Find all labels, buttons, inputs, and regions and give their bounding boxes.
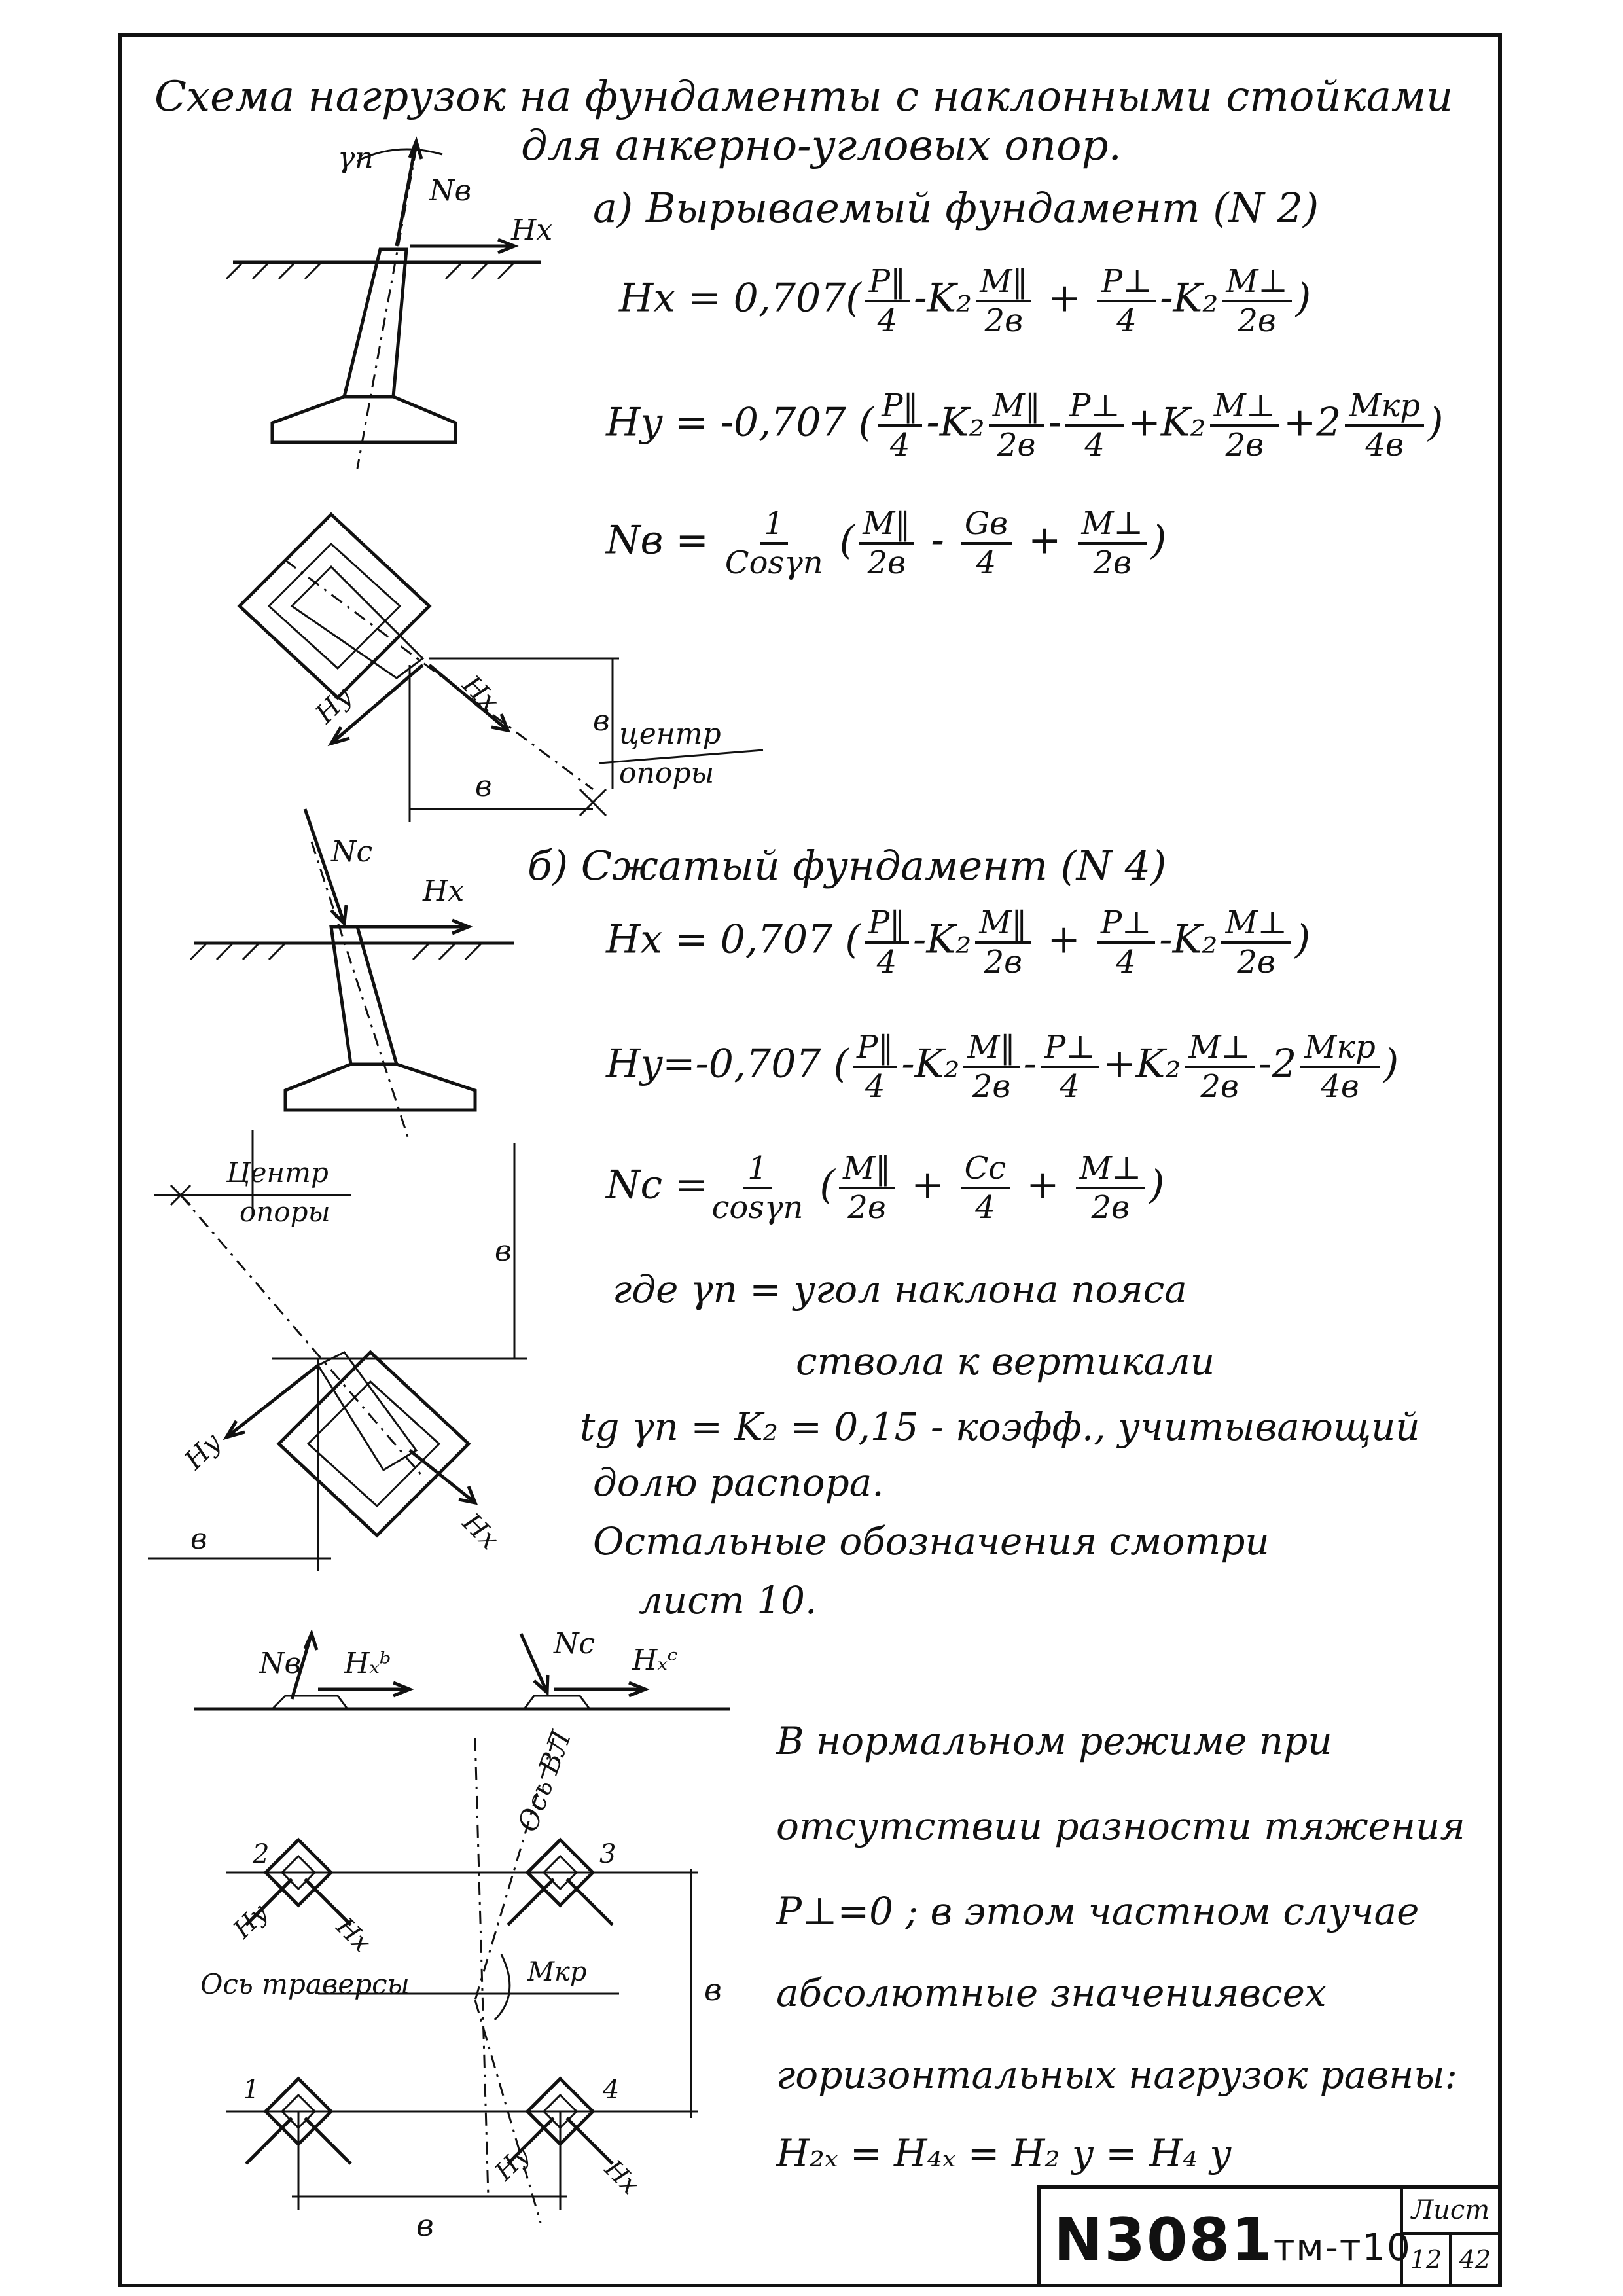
column-b xyxy=(331,927,397,1064)
note-other-1: Остальные обозначения смотри xyxy=(593,1519,1270,1564)
sheet-total: 42 xyxy=(1459,2245,1491,2274)
nb-arrow xyxy=(397,141,416,246)
hx-label-leg-2: Hx xyxy=(330,1912,377,1958)
note-where-1: где γп = угол наклона пояса xyxy=(613,1267,1187,1312)
hx-label-a-plan: Hx xyxy=(456,670,505,718)
section-a-hy-formula: Hy = -0,707 ( $\frac{P‖}{4}$ -K₂ $\frac{M‖}{2в}$ - $\frac{P\perp}{4}$ +K₂ $\frac{M\perp}{2в}$ +2 $\frac{\text{Mкр}}{4в}$ ) xyxy=(606,387,1444,463)
foundation-a-plan xyxy=(240,514,763,822)
bottom-side-view xyxy=(194,1627,730,1709)
diagrams xyxy=(122,37,1499,2285)
hx-label-b-plan: Hx xyxy=(456,1507,505,1556)
normal-mode-line-5: горизонтальных нагрузок равны: xyxy=(776,2053,1458,2097)
center-label-a-1: центр xyxy=(619,717,721,751)
center-label-b-2: опоры xyxy=(240,1196,330,1228)
axis-b xyxy=(312,842,410,1143)
hy-label-b: Hy xyxy=(179,1427,227,1476)
nc-label-c: Nc xyxy=(554,1627,596,1660)
leg-1-number: 1 xyxy=(243,2075,260,2105)
note-tg-2: долю распора. xyxy=(593,1460,884,1505)
hy-label-a: Hy xyxy=(310,681,358,730)
bottom-plan xyxy=(200,1726,722,2243)
sheet-label: Лист xyxy=(1403,2189,1498,2235)
hy-label-leg-2: Hy xyxy=(227,1898,274,1945)
note-other-2: лист 10. xyxy=(639,1578,817,1623)
section-b-nc-formula: Nc = $\frac{1}{\cos\gamma п}$ ( $\frac{M‖}{2в}$ + $\frac{Cc}{4}$ + $\frac{M\perp}{2в}$ ) xyxy=(606,1150,1165,1226)
drawing-code: N3081тм-т10 xyxy=(1054,2206,1412,2274)
b-label-b-v: в xyxy=(495,1234,512,1268)
b-label-c-h: в xyxy=(416,2208,434,2243)
hx-label-b: Hx xyxy=(423,874,465,908)
center-marker-a xyxy=(580,789,606,816)
hxc-label: Hₓᶜ xyxy=(632,1643,678,1677)
note-where-2: ствола к вертикали xyxy=(796,1339,1215,1384)
section-b-hx-formula: Hx = 0,707 ( $\frac{P‖}{4}$ -K₂ $\frac{M‖}{2в}$ + $\frac{P\perp}{4}$ -K₂ $\frac{M\perp}{2в}$ ) xyxy=(606,905,1311,980)
leg-2-number: 2 xyxy=(253,1839,270,1869)
nc-label-b: Nc xyxy=(331,835,373,869)
section-b-heading: б) Сжатый фундамент (N 4) xyxy=(527,842,1167,889)
note-tg-1: tg γп = K₂ = 0,15 - коэфф., учитывающий xyxy=(580,1405,1420,1449)
title-block xyxy=(1037,2185,1498,2284)
section-b-hy-formula: Hy=-0,707 ( $\frac{P‖}{4}$ -K₂ $\frac{M‖}{2в}$ - $\frac{P\perp}{4}$ +K₂ $\frac{M\perp}{2в}$ -2 $\frac{\text{Mкр}}{4в}$ ) xyxy=(606,1029,1399,1105)
nc-arrow-c xyxy=(521,1634,547,1693)
normal-mode-line-4: абсолютные значениявсех xyxy=(776,1971,1327,2015)
footing-b xyxy=(285,1064,475,1110)
foundation-b-plan xyxy=(148,1130,527,1571)
hx-label-a: Hx xyxy=(511,213,553,247)
center-label-b-1: Центр xyxy=(226,1157,329,1189)
section-a-heading: а) Вырываемый фундамент (N 2) xyxy=(593,184,1319,232)
b-label-b-h: в xyxy=(190,1522,207,1556)
line-axis-label: Ось ВЛ xyxy=(511,1726,578,1837)
normal-mode-line-2: отсутствии разности тяжения xyxy=(776,1804,1465,1848)
title-line-2: для анкерно-угловых опор. xyxy=(521,122,1122,170)
nb-label-a: Nв xyxy=(429,174,472,207)
column-a xyxy=(344,249,406,397)
section-a-hx-formula: Hx = 0,707( $\frac{P‖}{4}$ -K₂ $\frac{M‖}{2в}$ + $\frac{P\perp}{4}$ -K₂ $\frac{M\perp}{2в}$ ) xyxy=(619,263,1311,339)
section-a-nb-formula: Nв = $\frac{1}{\text{Cosγп}}$ ( $\frac{M‖}{2в}$ - $\frac{Gв}{4}$ + $\frac{M\perp}{2в}$ ) xyxy=(606,505,1167,581)
mkr-label: Mкр xyxy=(527,1957,587,1987)
plan-b-axis xyxy=(181,1195,423,1477)
mkr-arc xyxy=(495,1954,510,2020)
normal-mode-line-1: В нормальном режиме при xyxy=(776,1719,1332,1763)
traverse-axis-label: Ось траверсы xyxy=(200,1968,410,2000)
hxb-label: Hₓᵇ xyxy=(344,1647,391,1680)
b-label-a-h: в xyxy=(475,770,492,803)
hy-label-leg-4: Hy xyxy=(489,2140,535,2187)
leg-4-number: 4 xyxy=(603,2075,620,2105)
ground-hatch-a xyxy=(226,262,514,279)
normal-mode-line-6: H₂ₓ = H₄ₓ = H₂ y = H₄ y xyxy=(776,2131,1232,2176)
title-line-1: Схема нагрузок на фундаменты с наклонными стойками xyxy=(154,73,1454,121)
nb-label-c: Nв xyxy=(259,1647,302,1680)
foundation-a-elevation xyxy=(226,141,552,469)
leg-3-number: 3 xyxy=(599,1839,616,1869)
b-label-a-v: в xyxy=(593,704,610,738)
normal-mode-line-3: P⊥=0 ; в этом частном случае xyxy=(776,1889,1419,1933)
hx-label-leg-4: Hx xyxy=(599,2154,645,2200)
b-label-c-v: в xyxy=(704,1972,722,2007)
sheet-number: 12 xyxy=(1403,2235,1452,2284)
drawing-frame xyxy=(118,33,1502,2287)
gamma-label: γп xyxy=(338,141,374,175)
center-label-a-2: опоры xyxy=(619,757,715,790)
foundation-b-elevation xyxy=(190,809,514,1143)
sheet-box xyxy=(1400,2189,1498,2284)
hy-arrow-b xyxy=(226,1365,318,1437)
